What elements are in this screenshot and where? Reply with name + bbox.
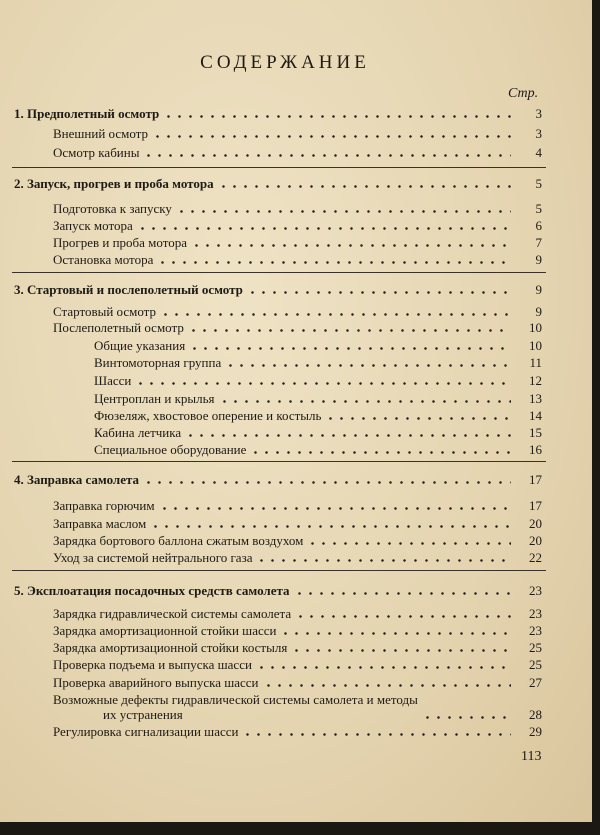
toc-entry-page: 14 — [529, 408, 542, 423]
toc-entry-label: Заправка горючим — [53, 498, 155, 513]
toc-section-5[interactable] — [14, 583, 542, 598]
toc-entry-page: 23 — [529, 583, 542, 598]
leader-dots — [135, 382, 511, 385]
toc-entry-page: 15 — [529, 425, 542, 440]
toc-entry-page: 22 — [529, 550, 542, 565]
toc-entry[interactable] — [53, 304, 542, 319]
toc-entry-label: 4. Заправка самолета — [14, 472, 140, 487]
leader-dots — [247, 291, 511, 294]
leader-dots — [263, 684, 511, 687]
toc-entry-label: 3. Стартовый и послеполетный осмотр — [14, 282, 243, 297]
toc-entry-label-continued: их устранения — [103, 707, 183, 722]
toc-entry-label: Зарядка амортизационной стойки костыля — [53, 640, 288, 655]
leader-dots — [143, 481, 511, 484]
toc-entry-label: Заправка маслом — [53, 516, 147, 531]
leader-dots — [152, 135, 511, 138]
leader-dots — [242, 733, 511, 736]
toc-subentry[interactable] — [94, 338, 542, 353]
toc-entry-page: 13 — [529, 391, 542, 406]
toc-subentry[interactable] — [94, 391, 542, 406]
section-divider — [12, 167, 546, 168]
toc-entry-page: 25 — [529, 640, 542, 655]
toc-entry[interactable] — [53, 550, 542, 565]
toc-entry[interactable] — [53, 320, 542, 335]
section-divider — [12, 272, 546, 273]
page-column-label: Стр. — [508, 86, 539, 101]
leader-dots — [150, 525, 511, 528]
section-divider — [12, 461, 546, 462]
toc-entry-label: Специальное оборудование — [94, 442, 247, 457]
toc-entry-page: 20 — [529, 516, 542, 531]
toc-entry-label: Подготовка к запуску — [53, 201, 172, 216]
toc-entry-label: Проверка подъема и выпуска шасси — [53, 657, 252, 672]
toc-subentry[interactable] — [94, 373, 542, 388]
toc-entry-label: Центроплан и крылья — [94, 391, 215, 406]
leader-dots — [137, 227, 511, 230]
toc-entry-label: 2. Запуск, прогрев и проба мотора — [14, 176, 214, 191]
toc-entry-multiline[interactable] — [53, 692, 542, 722]
toc-entry-page: 9 — [535, 304, 542, 319]
toc-entry-label: Фюзеляж, хвостовое оперение и костыль — [94, 408, 322, 423]
toc-section-1[interactable] — [14, 106, 542, 121]
leader-dots — [219, 400, 511, 403]
toc-entry-label: Остановка мотора — [53, 252, 154, 267]
leader-dots — [189, 347, 511, 350]
leader-dots — [225, 364, 511, 367]
toc-subentry[interactable] — [94, 355, 542, 370]
toc-entry[interactable] — [53, 235, 542, 250]
leader-dots — [256, 559, 511, 562]
leader-dots — [185, 434, 511, 437]
toc-entry-page: 23 — [529, 606, 542, 621]
toc-subentry[interactable] — [94, 425, 542, 440]
toc-entry[interactable] — [53, 675, 542, 690]
toc-entry-page: 3 — [535, 106, 542, 121]
toc-entry[interactable] — [53, 201, 542, 216]
leader-dots — [218, 185, 511, 188]
toc-entry-label: Внешний осмотр — [53, 126, 149, 141]
toc-entry-label: Зарядка амортизационной стойки шасси — [53, 623, 277, 638]
leader-dots — [143, 154, 511, 157]
toc-entry[interactable] — [53, 606, 542, 621]
section-divider — [12, 570, 546, 571]
toc-entry-page: 20 — [529, 533, 542, 548]
leader-dots — [295, 615, 511, 618]
leader-dots — [325, 417, 511, 420]
toc-section-4[interactable] — [14, 472, 542, 487]
toc-entry-label: Уход за системой нейтрального газа — [53, 550, 253, 565]
toc-entry-page: 4 — [535, 145, 542, 160]
toc-entry-page: 17 — [529, 472, 542, 487]
toc-entry-label: Винтомоторная группа — [94, 355, 222, 370]
toc-entry-label: Прогрев и проба мотора — [53, 235, 188, 250]
toc-entry-label: Возможные дефекты гидравлической системы самолета и методы — [53, 692, 418, 707]
toc-entry-page: 16 — [529, 442, 542, 457]
leader-dots — [307, 542, 511, 545]
toc-entry-page: 28 — [529, 707, 542, 722]
toc-entry-page: 17 — [529, 498, 542, 513]
toc-entry[interactable] — [53, 724, 542, 739]
leader-dots — [159, 507, 511, 510]
leader-dots — [160, 313, 511, 316]
page-title: СОДЕРЖАНИЕ — [200, 52, 370, 73]
toc-entry[interactable] — [53, 640, 542, 655]
toc-entry[interactable] — [53, 218, 542, 233]
toc-section-2[interactable] — [14, 176, 542, 191]
toc-entry-page: 3 — [535, 126, 542, 141]
leader-dots — [250, 451, 511, 454]
leader-dots — [188, 329, 511, 332]
leader-dots — [294, 592, 511, 595]
toc-entry-page: 5 — [535, 176, 542, 191]
toc-entry-page: 27 — [529, 675, 542, 690]
leader-dots — [256, 666, 511, 669]
toc-subentry[interactable] — [94, 442, 542, 457]
toc-section-3[interactable] — [14, 282, 542, 297]
toc-entry-page: 12 — [529, 373, 542, 388]
leader-dots — [157, 261, 511, 264]
toc-entry-page: 5 — [535, 201, 542, 216]
toc-entry-page: 9 — [535, 252, 542, 267]
leader-dots — [291, 649, 511, 652]
toc-entry[interactable] — [53, 252, 542, 267]
toc-entry-label: Общие указания — [94, 338, 186, 353]
toc-entry-label: Кабина летчика — [94, 425, 182, 440]
toc-entry-label: Проверка аварийного выпуска шасси — [53, 675, 259, 690]
toc-entry-label: Послеполетный осмотр — [53, 320, 184, 335]
toc-entry[interactable] — [53, 498, 542, 513]
toc-entry-page: 11 — [529, 355, 542, 370]
toc-entry[interactable] — [53, 657, 542, 672]
toc-entry-page: 10 — [529, 338, 542, 353]
toc-entry-page: 7 — [535, 235, 542, 250]
toc-entry-label: Стартовый осмотр — [53, 304, 157, 319]
toc-entry-page: 6 — [535, 218, 542, 233]
toc-entry-label: 5. Эксплоатация посадочных средств самолета — [14, 583, 290, 598]
toc-entry-page: 29 — [529, 724, 542, 739]
toc-entry-label: Осмотр кабины — [53, 145, 140, 160]
toc-entry-label: Зарядка гидравлической системы самолета — [53, 606, 292, 621]
toc-entry[interactable] — [53, 623, 542, 638]
toc-entry[interactable] — [53, 145, 542, 160]
toc-entry-label: Регулировка сигнализации шасси — [53, 724, 239, 739]
toc-entry[interactable] — [53, 533, 542, 548]
leader-dots — [191, 244, 511, 247]
toc-entry-page: 9 — [535, 282, 542, 297]
toc-entry-page: 23 — [529, 623, 542, 638]
toc-entry-page: 10 — [529, 320, 542, 335]
toc-entry-label: Шасси — [94, 373, 132, 388]
toc-entry[interactable] — [53, 516, 542, 531]
leader-dots — [422, 716, 511, 719]
toc-entry-label: 1. Предполетный осмотр — [14, 106, 160, 121]
toc-entry-label: Зарядка бортового баллона сжатым воздухом — [53, 533, 304, 548]
toc-subentry[interactable] — [94, 408, 542, 423]
toc-entry-page: 25 — [529, 657, 542, 672]
leader-dots — [176, 210, 511, 213]
leader-dots — [163, 115, 511, 118]
toc-entry-label: Запуск мотора — [53, 218, 133, 233]
leader-dots — [280, 632, 511, 635]
toc-entry-label-wrap — [53, 692, 418, 722]
page-number: 113 — [521, 749, 542, 764]
toc-entry[interactable] — [53, 126, 542, 141]
